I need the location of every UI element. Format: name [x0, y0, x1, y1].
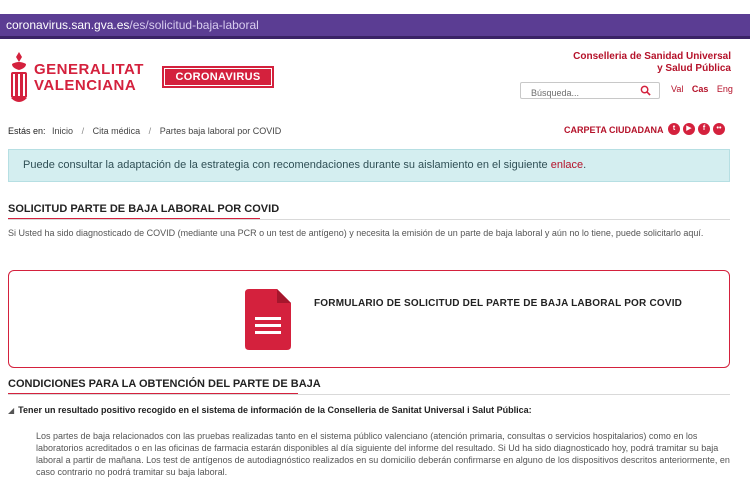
breadcrumb-label: Estás en: — [8, 126, 46, 136]
conselleria-line-1: Conselleria de Sanidad Universal — [573, 51, 731, 62]
language-switcher — [671, 84, 739, 94]
coronavirus-badge-label: CORONAVIRUS — [165, 69, 271, 85]
condition-body: Los partes de baja relacionados con las pruebas realizadas tanto en el sistema público valenciano (atención primaria, consultas o servicios hospitalarios) como en los laboratorios acreditados o en las oficinas de farmacia estarán disponibles al día siguiente del informe del resultado. Si Ud ha sido diagnosticado hoy, podrá tramitar su baja laboral a partir de mañana. Los test de antígenos de autodiagnóstico realizados en su domicilio deberán confirmarse en alguno de los dispositivos descritos anteriormente, en caso contrario no podrá tramitar su baja laboral. — [36, 431, 730, 477]
document-icon — [245, 289, 291, 350]
condition-toggle[interactable] — [8, 405, 532, 415]
form-request-card[interactable] — [8, 270, 730, 368]
twitter-icon[interactable]: t — [668, 123, 680, 135]
section-divider — [8, 394, 730, 395]
section-divider — [8, 219, 730, 220]
facebook-icon[interactable]: f — [698, 123, 710, 135]
search-icon[interactable] — [640, 85, 651, 96]
social-links — [668, 123, 725, 135]
browser-url-bar[interactable] — [0, 14, 750, 36]
info-banner — [8, 149, 730, 182]
generalitat-logo[interactable] — [8, 50, 148, 112]
breadcrumb-item-inicio[interactable]: Inicio — [52, 126, 74, 136]
logo-line-1: GENERALITAT — [34, 61, 144, 78]
lang-val[interactable]: Val — [671, 84, 684, 94]
intro-text: Si Usted ha sido diagnosticado de COVID (mediante una PCR o un test de antígeno) y necesita la emisión de un parte de baja laboral y aún no lo tiene, puede solicitarlo aquí. — [8, 228, 704, 238]
search-input[interactable] — [521, 86, 631, 101]
breadcrumb-item-current: Partes baja laboral por COVID — [159, 126, 282, 136]
breadcrumb-item-cita-medica[interactable]: Cita médica — [92, 126, 141, 136]
url-bar-border — [0, 36, 750, 39]
search-box — [520, 82, 660, 99]
banner-link[interactable]: enlace — [550, 159, 584, 171]
conselleria-title[interactable] — [531, 51, 731, 75]
flickr-icon[interactable]: •• — [713, 123, 725, 135]
carpeta-ciudadana-link[interactable]: CARPETA CIUDADANA — [564, 125, 664, 135]
section-title-solicitud: SOLICITUD PARTE DE BAJA LABORAL POR COVID — [8, 203, 280, 215]
banner-text: Puede consultar la adaptación de la estrategia con recomendaciones durante su aislamiento en el siguiente — [23, 159, 551, 171]
condition-heading: Tener un resultado positivo recogido en el sistema de información de la Conselleria de Sanitat Universal i Salut Pública: — [18, 405, 532, 415]
breadcrumb-separator: / — [81, 126, 85, 136]
conselleria-line-2: y Salud Pública — [657, 63, 731, 74]
url-host: coronavirus.san.gva.es — [6, 18, 130, 32]
breadcrumb — [8, 126, 281, 136]
lang-cas[interactable]: Cas — [691, 84, 709, 94]
youtube-icon[interactable]: ▶ — [683, 123, 695, 135]
coronavirus-badge[interactable] — [162, 66, 274, 88]
logo-line-2: VALENCIANA — [34, 77, 137, 94]
lang-eng[interactable]: Eng — [716, 84, 733, 94]
section-title-condiciones: CONDICIONES PARA LA OBTENCIÓN DEL PARTE DE BAJA — [8, 378, 321, 390]
breadcrumb-separator: / — [148, 126, 152, 136]
url-path: /es/solicitud-baja-laboral — [129, 18, 259, 32]
coat-of-arms-icon — [8, 50, 30, 108]
collapse-triangle-icon: ◢ — [8, 406, 15, 415]
form-request-label[interactable]: FORMULARIO DE SOLICITUD DEL PARTE DE BAJA LABORAL POR COVID — [314, 298, 683, 309]
banner-end: . — [583, 159, 587, 171]
